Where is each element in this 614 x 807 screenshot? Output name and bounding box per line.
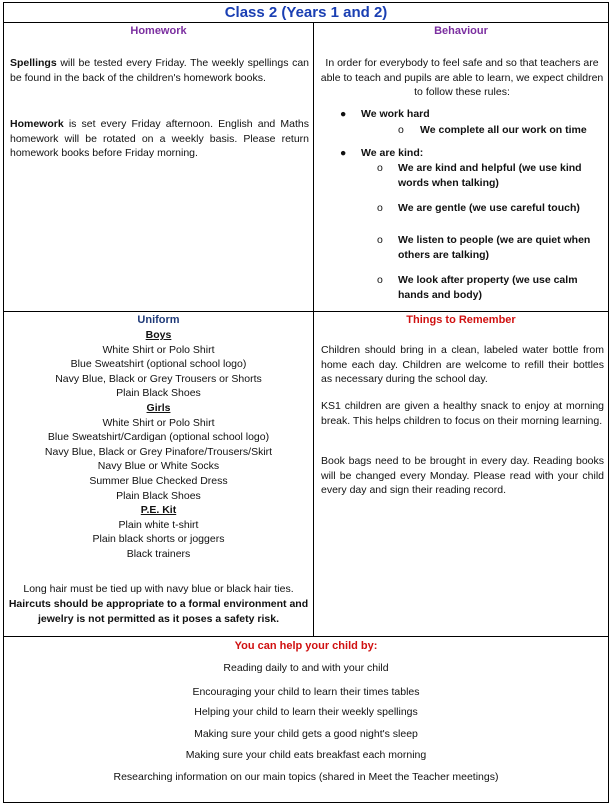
girls-item: Navy Blue or White Socks bbox=[97, 460, 220, 473]
spellings-paragraph: Spellings will be tested every Friday. The weekly spellings can be found in the back of the children's homework books. bbox=[10, 57, 309, 84]
rule-gentle: o We are gentle (we use careful touch) bbox=[377, 202, 580, 214]
boys-item: White Shirt or Polo Shirt bbox=[102, 343, 215, 356]
uniform-header: Uniform bbox=[137, 314, 180, 326]
girls-item: Navy Blue, Black or Grey Pinafore/Trousers/Skirt bbox=[44, 445, 273, 458]
behaviour-header: Behaviour bbox=[434, 25, 488, 37]
uniform-section bbox=[3, 311, 314, 637]
behaviour-intro: In order for everybody to feel safe and so that teachers are able to teach and pupils are able to learn, we expect children to follow these rules: bbox=[320, 57, 604, 99]
remember-header: Things to Remember bbox=[406, 314, 516, 326]
page-title: Class 2 (Years 1 and 2) bbox=[3, 2, 609, 23]
girls-item: Summer Blue Checked Dress bbox=[89, 474, 228, 487]
help-item: Making sure your child eats breakfast each morning bbox=[185, 749, 427, 762]
help-item: Helping your child to learn their weekly spellings bbox=[194, 706, 418, 719]
haircut-note: Haircuts should be appropriate to a formal environment and jewelry is not permitted as it poses a safety risk. bbox=[8, 598, 309, 625]
help-item: Making sure your child gets a good night's sleep bbox=[194, 727, 418, 740]
remember-item: KS1 children are given a healthy snack to enjoy at morning break. This helps children to focus on their morning learning. bbox=[321, 400, 604, 427]
behaviour-section bbox=[313, 22, 609, 312]
hair-note: Long hair must be tied up with navy blue or black hair ties. bbox=[23, 583, 294, 595]
remember-item: Children should bring in a clean, labeled water bottle from home each day. Children are welcome to refill their bottles as necessary during the school day. bbox=[321, 344, 604, 386]
homework-header: Homework bbox=[130, 25, 187, 37]
rule-listen: o We listen to people (we are quiet when others are talking) bbox=[377, 234, 591, 261]
help-header: You can help your child by: bbox=[234, 640, 378, 652]
remember-item: Book bags need to be brought in every day. Reading books will be changed every Monday. Please read with your child every day and sign their reading record. bbox=[321, 455, 604, 497]
help-item: Reading daily to and with your child bbox=[223, 662, 389, 674]
girls-heading: Girls bbox=[146, 401, 171, 414]
boys-item: Navy Blue, Black or Grey Trousers or Shorts bbox=[55, 372, 262, 385]
homework-section bbox=[3, 22, 314, 312]
girls-item: Blue Sweatshirt/Cardigan (optional school logo) bbox=[47, 431, 270, 444]
rule-kind: ● We are kind: bbox=[340, 147, 424, 159]
boys-item: Plain Black Shoes bbox=[116, 387, 201, 400]
rule-work-hard: ● We work hard bbox=[340, 108, 430, 120]
homework-paragraph: Homework is set every Friday afternoon. English and Maths homework will be rotated on a weekly basis. Please return homework books before Friday morning. bbox=[10, 118, 309, 160]
pe-kit-heading: P.E. Kit bbox=[140, 504, 177, 517]
boys-item: Blue Sweatshirt (optional school logo) bbox=[70, 358, 247, 371]
boys-heading: Boys bbox=[145, 329, 172, 341]
pe-item: Black trainers bbox=[126, 547, 191, 560]
pe-item: Plain black shorts or joggers bbox=[92, 533, 225, 546]
rule-property: o We look after property (we use calm hands and body) bbox=[377, 274, 578, 301]
pe-item: Plain white t-shirt bbox=[118, 518, 199, 531]
rule-complete-work: o We complete all our work on time bbox=[398, 124, 587, 136]
girls-item: White Shirt or Polo Shirt bbox=[102, 416, 215, 429]
rule-kind-helpful: o We are kind and helpful (we use kind words when talking) bbox=[377, 162, 582, 189]
help-item: Encouraging your child to learn their times tables bbox=[192, 685, 420, 698]
girls-item: Plain Black Shoes bbox=[116, 489, 201, 502]
help-section bbox=[3, 636, 609, 803]
help-item: Researching information on our main topics (shared in Meet the Teacher meetings) bbox=[113, 770, 499, 783]
remember-section bbox=[313, 311, 609, 637]
